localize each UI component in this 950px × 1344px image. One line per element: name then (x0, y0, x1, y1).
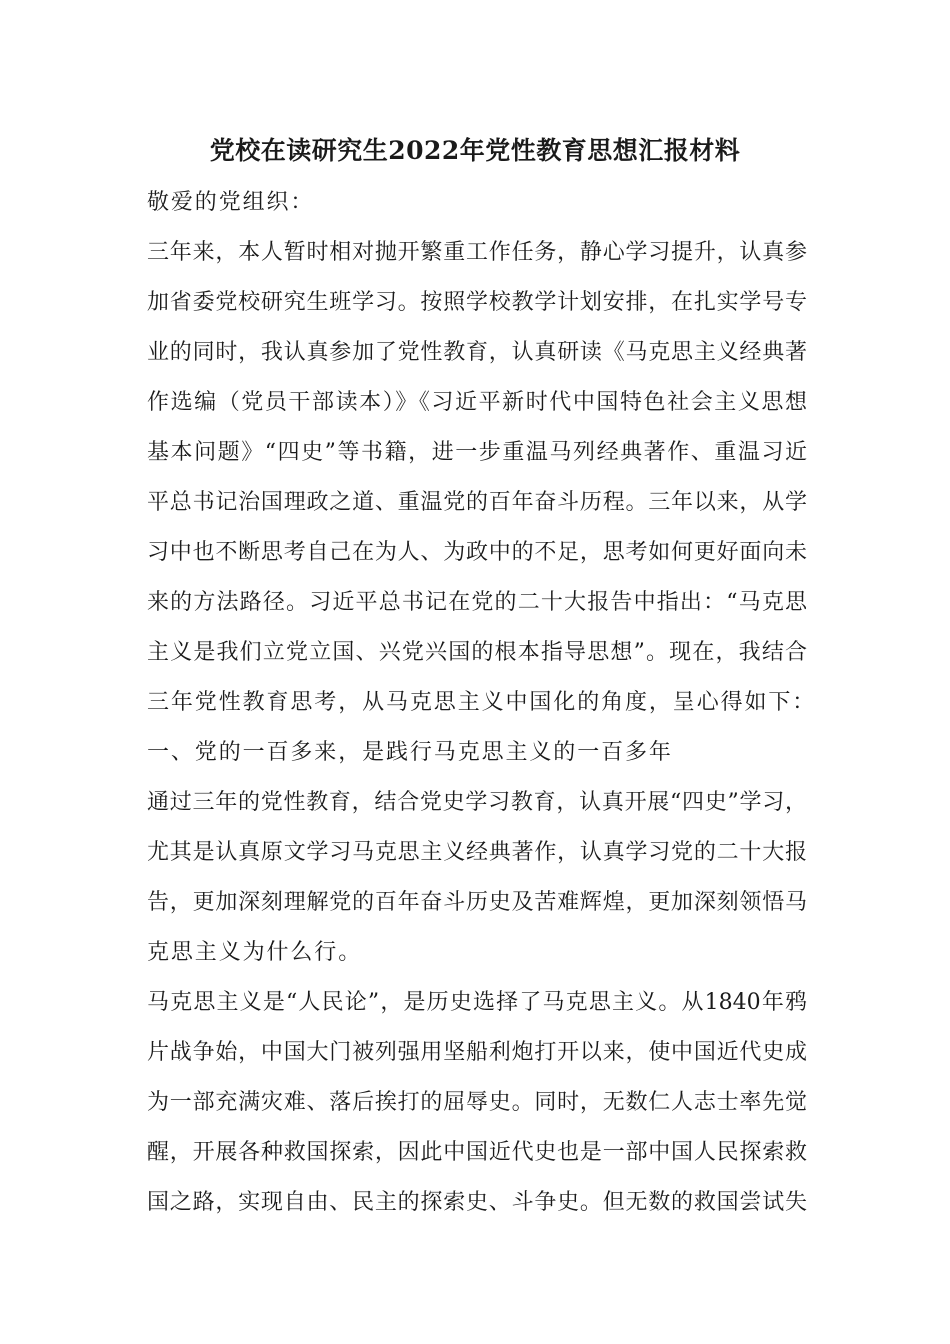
body-line: 习中也不断思考自己在为人、为政中的不足，思考如何更好面向未 (147, 540, 807, 565)
body-line: 主义是我们立党立国、兴党兴国的根本指导思想”。现在，我结合 (147, 640, 807, 665)
body-line: 业的同时，我认真参加了党性教育，认真研读《马克思主义经典著 (147, 340, 807, 365)
body-line: 尤其是认真原文学习马克思主义经典著作，认真学习党的二十大报 (147, 840, 807, 865)
body-line: 通过三年的党性教育，结合党史学习教育，认真开展“四史”学习， (147, 790, 807, 815)
body-line: 三年来，本人暂时相对抛开繁重工作任务，静心学习提升，认真参 (147, 240, 807, 265)
body-line: 国之路，实现自由、民主的探索史、斗争史。但无数的救国尝试失 (147, 1190, 807, 1215)
body-line: 作选编（党员干部读本）》《习近平新时代中国特色社会主义思想 (147, 390, 807, 415)
body-line: 为一部充满灾难、落后挨打的屈辱史。同时，无数仁人志士率先觉 (147, 1090, 807, 1115)
body-line: 告，更加深刻理解党的百年奋斗历史及苦难辉煌，更加深刻领悟马 (147, 890, 807, 915)
body-line: 克思主义为什么行。 (147, 940, 363, 965)
body-line: 平总书记治国理政之道、重温党的百年奋斗历程。三年以来，从学 (147, 490, 807, 515)
section-heading: 一、党的一百多来，是践行马克思主义的一百多年 (147, 740, 673, 765)
document-title: 党校在读研究生2022年党性教育思想汇报材料 (209, 136, 741, 165)
body-line: 片战争始，中国大门被列强用坚船利炮打开以来，使中国近代史成 (147, 1040, 807, 1065)
body-line: 醒，开展各种救国探索，因此中国近代史也是一部中国人民探索救 (147, 1140, 807, 1165)
body-line: 三年党性教育思考，从马克思主义中国化的角度，呈心得如下： (147, 690, 817, 715)
body-line: 马克思主义是“人民论”，是历史选择了马克思主义。从1840年鸦 (147, 990, 807, 1015)
body-line: 来的方法路径。习近平总书记在党的二十大报告中指出：“马克思 (147, 590, 807, 615)
body-line: 加省委党校研究生班学习。按照学校教学计划安排，在扎实学号专 (147, 290, 807, 315)
body-line: 基本问题》“四史”等书籍，进一步重温马列经典著作、重温习近 (147, 440, 807, 465)
salutation: 敬爱的党组织： (147, 190, 315, 215)
